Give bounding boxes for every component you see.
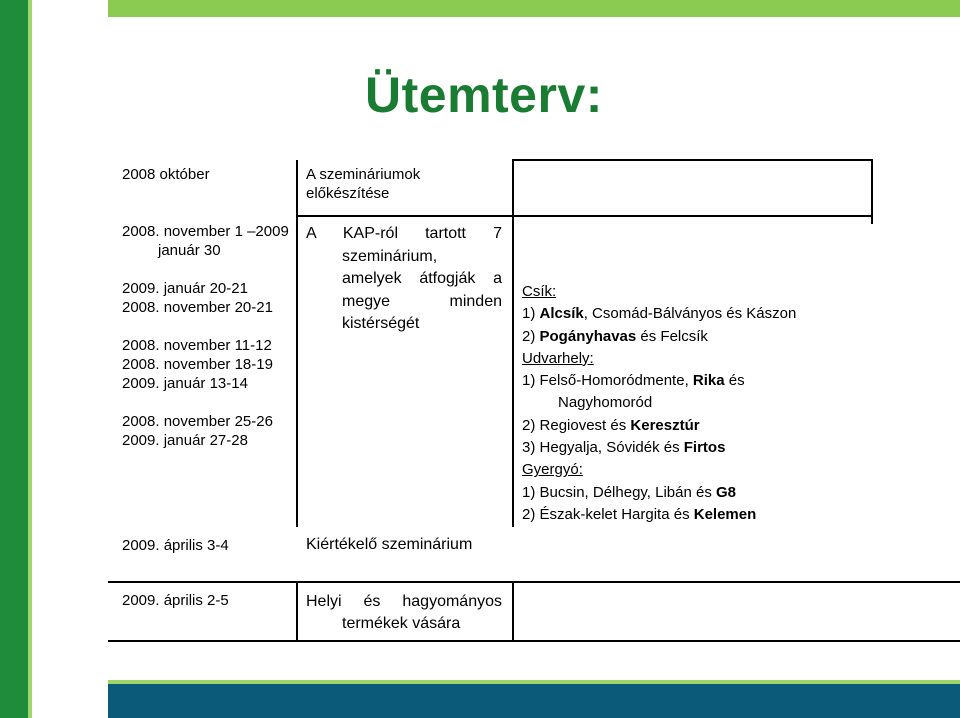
date-line: január 30 (158, 242, 221, 259)
region-item: 2) Észak-kelet Hargita és Kelemen (522, 505, 757, 523)
desc-line: Helyi és hagyományos (306, 593, 502, 610)
top-accent-bar (108, 0, 960, 17)
row-date: 2009. április 3-4 (122, 537, 229, 554)
row-description: Kiértékelő szeminárium (306, 536, 473, 553)
desc-line: amelyek átfogják a (342, 270, 502, 287)
region-heading-csik: Csík: (522, 283, 557, 300)
table-line (296, 581, 298, 642)
row-description (306, 223, 502, 336)
date-line: 2008. november 18-19 (122, 356, 273, 373)
table-line (296, 215, 298, 527)
desc-line: termékek vására (342, 615, 461, 632)
row-description: A szemináriumok előkészítése (306, 166, 421, 202)
desc-line: szeminárium, (342, 247, 438, 265)
region-item-continuation: Nagyhomoród (558, 394, 653, 412)
desc-line: A KAP-ról tartott 7 (306, 225, 502, 242)
row-date: 2009. április 2-5 (122, 592, 229, 609)
table-line (512, 581, 514, 642)
table-line (512, 215, 514, 527)
desc-line: kistérségét (342, 315, 420, 332)
row-dates-list (122, 222, 290, 450)
table-line (296, 215, 873, 217)
date-line: 2008. november 11-12 (122, 337, 272, 354)
row-description (306, 591, 502, 635)
region-heading-udvarhely: Udvarhely: (522, 349, 594, 367)
page-title: Ütemterv: (365, 67, 603, 123)
desc-line: megye minden (342, 292, 502, 310)
row-date: 2008 október (122, 166, 210, 183)
regions-list (522, 281, 812, 526)
date-line: 2009. január 27-28 (122, 432, 248, 449)
table-line (512, 159, 873, 161)
region-item: 3) Hegyalja, Sóvidék és Firtos (522, 439, 726, 457)
region-item: 2) Regiovest és Keresztúr (522, 416, 700, 434)
region-item: 1) Felső-Homoródmente, Rika és (522, 372, 745, 390)
date-line: 2008. november 20-21 (122, 299, 273, 316)
date-line: 2008. november 25-26 (122, 413, 273, 430)
date-line: 2009. január 13-14 (122, 375, 248, 392)
table-line (108, 640, 960, 642)
date-line: 2008. november 1 –2009 (122, 223, 289, 240)
date-line: 2009. január 20-21 (122, 280, 248, 297)
table-line (108, 581, 960, 583)
region-item: 1) Alcsík, Csomád-Bálványos és Kászon (522, 305, 797, 323)
region-item: 1) Bucsin, Délhegy, Libán és G8 (522, 483, 737, 501)
region-heading-gyergyo: Gyergyó: (522, 461, 583, 479)
left-accent-stripe (28, 0, 32, 718)
left-accent-bar (0, 0, 28, 718)
bottom-accent-bar (108, 684, 960, 718)
region-item: 2) Pogányhavas és Felcsík (522, 327, 708, 345)
